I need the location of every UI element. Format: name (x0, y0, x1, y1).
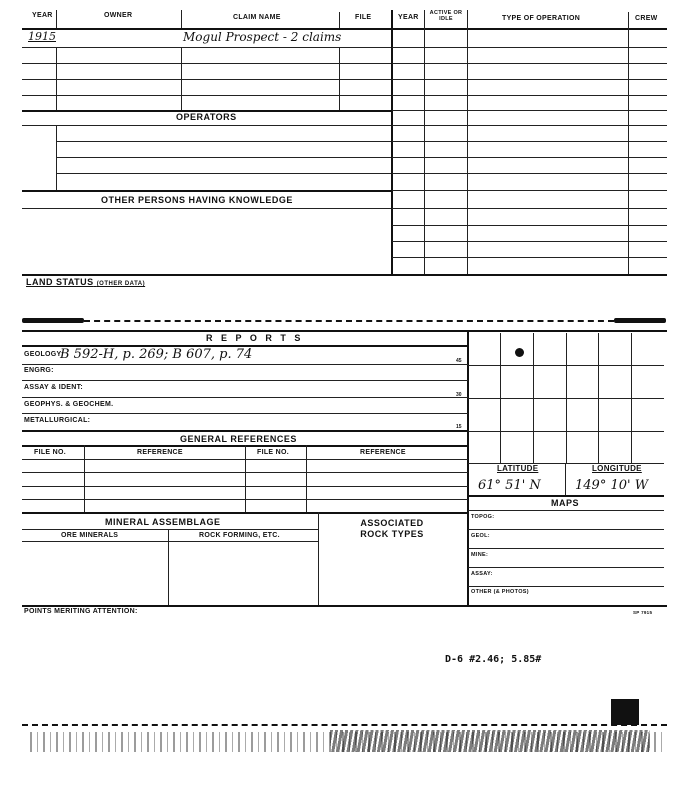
mark-30: 30 (456, 392, 462, 398)
row-rule (392, 95, 667, 96)
row-rule (468, 529, 664, 530)
scan-noise (330, 730, 650, 752)
row-rule (392, 79, 667, 80)
row-rule (22, 79, 392, 80)
row-rule (22, 541, 318, 542)
row-rule (22, 63, 392, 64)
grid-row (468, 398, 664, 399)
col-rule (56, 47, 57, 110)
assay-label: ASSAY & IDENT: (24, 384, 84, 391)
header-divider (628, 12, 629, 28)
associated-rock-types-title: ASSOCIATED ROCK TYPES (360, 518, 424, 539)
section-rule (22, 274, 667, 276)
mark-15: 15 (456, 424, 462, 430)
reports-title: R E P O R T S (206, 333, 304, 343)
ref-file-no-2: FILE NO. (257, 449, 289, 456)
col-rule (245, 445, 246, 512)
location-marker-icon (515, 348, 524, 357)
row-rule (22, 413, 468, 414)
row-rule (22, 380, 468, 381)
maps-other: OTHER (& PHOTOS) (471, 589, 529, 595)
ref-file-no-1: FILE NO. (34, 449, 66, 456)
latitude-label: LATITUDE (497, 464, 539, 473)
col-rule (339, 47, 340, 110)
row-rule (22, 125, 392, 126)
reports-top-rule (22, 330, 667, 332)
row-rule (392, 208, 667, 209)
scan-line (22, 724, 667, 726)
maps-geol: GEOL: (471, 533, 490, 539)
geophys-label: GEOPHYS. & GEOCHEM. (24, 401, 114, 408)
col-rule (168, 529, 169, 605)
col-rule (56, 125, 57, 190)
row-rule (392, 141, 667, 142)
header-rule (22, 28, 667, 30)
row-rule (392, 190, 667, 191)
footer-code: D-6 #2.46; 5.85# (445, 654, 542, 665)
form-number: SP 7915 (633, 610, 653, 615)
row-rule (22, 208, 392, 209)
col-rule (424, 28, 425, 274)
geology-label: GEOLOGY: (24, 351, 64, 358)
ref-reference-2: REFERENCE (360, 449, 406, 456)
section-rule (22, 605, 667, 607)
mark-45: 45 (456, 358, 462, 364)
col-rule (84, 445, 85, 512)
header-active-idle: ACTIVE OR IDLE (429, 10, 463, 22)
row-rule (392, 157, 667, 158)
row-rule (22, 95, 392, 96)
maps-title: MAPS (551, 498, 580, 508)
row-rule (56, 173, 392, 174)
header-claim-name: CLAIM NAME (233, 14, 281, 21)
row-rule (468, 548, 664, 549)
land-status-sublabel: (OTHER DATA) (96, 281, 146, 287)
row-rule (468, 495, 664, 497)
header-divider (181, 10, 182, 28)
engrg-label: ENGRG: (24, 367, 54, 374)
operators-title: OPERATORS (176, 112, 237, 122)
row-rule (22, 397, 468, 398)
header-divider (424, 10, 425, 28)
longitude-label: LONGITUDE (592, 464, 642, 473)
col-rule (628, 28, 629, 274)
row-rule (468, 586, 664, 587)
row-rule (392, 173, 667, 174)
col-rule (306, 445, 307, 512)
row-rule (22, 364, 468, 365)
row-rule (22, 512, 468, 514)
row-rule (392, 47, 667, 48)
general-references-title: GENERAL REFERENCES (180, 434, 297, 444)
metallurgical-label: METALLURGICAL: (24, 417, 91, 424)
rock-forming-label: ROCK FORMING, ETC. (199, 532, 280, 539)
grid-row (468, 365, 664, 366)
geology-value: B 592-H, p. 269; B 607, p. 74 (60, 347, 253, 362)
entry-claim-name: Mogul Prospect - 2 claims (183, 30, 342, 44)
land-status-title (26, 277, 145, 287)
maps-assay: ASSAY: (471, 571, 493, 577)
header-year-2: YEAR (398, 14, 419, 21)
other-persons-title: OTHER PERSONS HAVING KNOWLEDGE (101, 195, 293, 205)
col-rule (565, 463, 566, 495)
header-type-of-operation: TYPE OF OPERATION (502, 15, 581, 22)
mineral-assemblage-title: MINERAL ASSEMBLAGE (105, 517, 221, 527)
row-rule (392, 110, 667, 111)
row-rule (392, 257, 667, 258)
header-divider (56, 10, 57, 28)
points-meriting-label: POINTS MERITING ATTENTION: (24, 608, 138, 615)
reports-divider (467, 330, 469, 605)
longitude-value: 149° 10' W (575, 478, 649, 493)
row-rule (468, 567, 664, 568)
row-rule (22, 190, 392, 192)
scan-line (84, 320, 614, 322)
right-grid-border (391, 10, 393, 274)
maps-topog: TOPOG: (471, 514, 495, 520)
row-rule (392, 225, 667, 226)
header-divider (467, 10, 468, 28)
header-year: YEAR (32, 12, 53, 19)
ore-minerals-label: ORE MINERALS (61, 532, 119, 539)
header-divider (339, 12, 340, 28)
row-rule (392, 241, 667, 242)
header-file: FILE (355, 14, 372, 21)
row-rule (392, 63, 667, 64)
row-rule (22, 430, 468, 432)
row-rule (56, 157, 392, 158)
latitude-value: 61° 51' N (478, 478, 541, 493)
col-rule (181, 47, 182, 110)
col-rule (467, 28, 468, 274)
ref-reference-1: REFERENCE (137, 449, 183, 456)
row-rule (56, 141, 392, 142)
row-rule (468, 510, 664, 511)
row-rule (22, 529, 318, 530)
header-crew: CREW (635, 15, 658, 22)
land-status-label: LAND STATUS (26, 277, 94, 287)
row-rule (392, 125, 667, 126)
scan-mark (22, 318, 84, 323)
row-rule (22, 47, 392, 48)
header-owner: OWNER (104, 12, 133, 19)
entry-year: 1915 (28, 30, 56, 43)
maps-mine: MINE: (471, 552, 489, 558)
col-rule (318, 512, 319, 605)
scan-mark (611, 699, 639, 725)
grid-row (468, 431, 664, 432)
scan-mark (614, 318, 666, 323)
